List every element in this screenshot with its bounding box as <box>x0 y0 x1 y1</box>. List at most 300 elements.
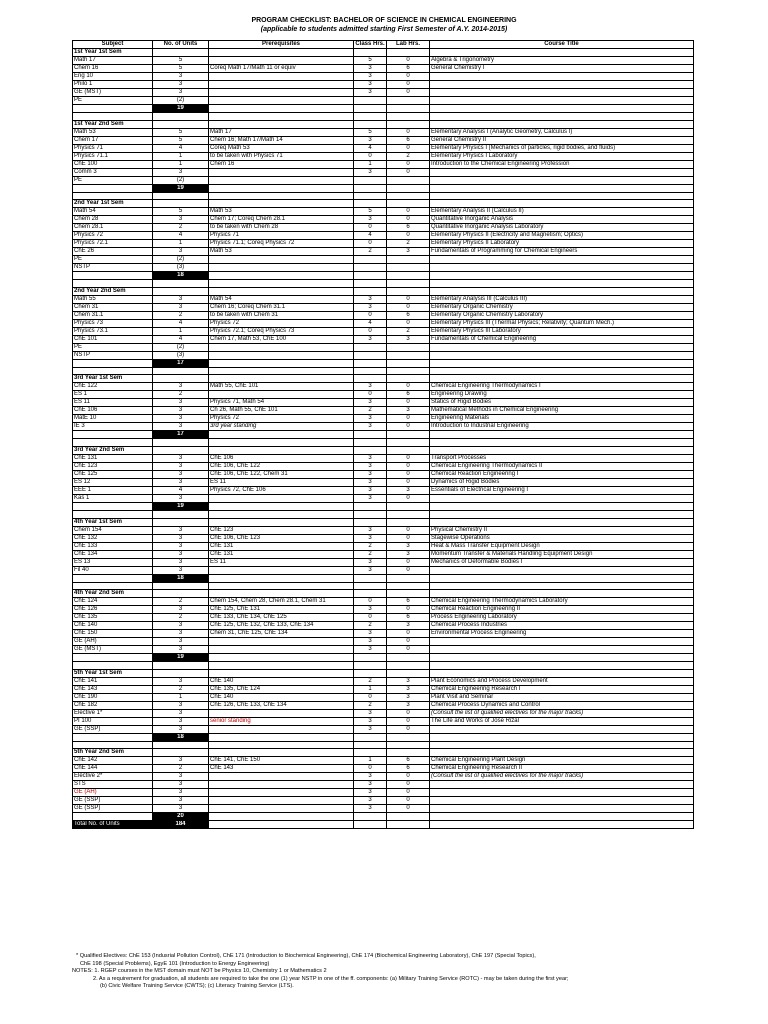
cell-prereq: Physics 72 <box>209 319 354 327</box>
cell-lab-hrs: 0 <box>387 805 430 813</box>
cell-subject: ChE 135 <box>73 614 153 622</box>
table-row <box>73 391 694 399</box>
cell-lab-hrs: 3 <box>387 622 430 630</box>
note-1: NOTES: 1. RGEP courses in the MST domain must NOT be Physics 10, Chemistry 1 or Mathematics 2 <box>72 968 327 975</box>
cell-subject: PE <box>73 343 153 351</box>
empty-cell <box>354 200 387 208</box>
empty-cell <box>153 439 209 447</box>
cell-title: General Chemistry II <box>430 136 694 144</box>
semester-total-units: 18 <box>153 733 209 741</box>
cell-prereq <box>209 709 354 717</box>
cell-title: Chemical Process Industries <box>430 622 694 630</box>
empty-cell <box>354 367 387 375</box>
empty-cell <box>387 359 430 367</box>
cell-prereq: ChE 106, ChE 122 <box>209 462 354 470</box>
empty-cell <box>387 582 430 590</box>
cell-title <box>430 343 694 351</box>
empty-cell <box>209 113 354 121</box>
cell-class-hrs: 4 <box>354 319 387 327</box>
page-title: PROGRAM CHECKLIST: BACHELOR OF SCIENCE IN CHEMICAL ENGINEERING <box>251 17 517 24</box>
cell-lab-hrs: 0 <box>387 160 430 168</box>
cell-subject: ChE 142 <box>73 757 153 765</box>
cell-subject: ChE 126 <box>73 606 153 614</box>
cell-subject: NSTP <box>73 351 153 359</box>
cell-title <box>430 73 694 81</box>
empty-cell <box>387 662 430 670</box>
cell-prereq <box>209 391 354 399</box>
empty-cell <box>387 518 430 526</box>
cell-title: Algebra & Trigonometry <box>430 57 694 65</box>
cell-units: 2 <box>153 391 209 399</box>
cell-prereq: ChE 143 <box>209 765 354 773</box>
empty-cell <box>387 105 430 113</box>
cell-class-hrs: 3 <box>354 89 387 97</box>
cell-lab-hrs: 0 <box>387 454 430 462</box>
table-row <box>73 709 694 717</box>
cell-class-hrs: 0 <box>354 327 387 335</box>
empty-cell <box>153 741 209 749</box>
cell-prereq: to be taken with Chem 31 <box>209 311 354 319</box>
cell-class-hrs: 3 <box>354 454 387 462</box>
empty-cell <box>354 49 387 57</box>
semester-header: 2nd Year 1st Sem <box>73 200 153 208</box>
cell-prereq: ChE 140 <box>209 693 354 701</box>
empty-cell <box>209 662 354 670</box>
empty-cell <box>153 582 209 590</box>
cell-units: 3 <box>153 566 209 574</box>
cell-lab-hrs: 0 <box>387 773 430 781</box>
cell-class-hrs: 3 <box>354 399 387 407</box>
cell-subject: Kas 1 <box>73 494 153 502</box>
semester-total-row <box>73 184 694 192</box>
empty-cell <box>430 375 694 383</box>
cell-prereq: ChE 140 <box>209 677 354 685</box>
empty-cell <box>430 446 694 454</box>
cell-units: 2 <box>153 224 209 232</box>
table-row <box>73 399 694 407</box>
cell-lab-hrs: 0 <box>387 709 430 717</box>
cell-units: 3 <box>153 630 209 638</box>
table-row <box>73 797 694 805</box>
semester-total-row <box>73 654 694 662</box>
cell-class-hrs: 3 <box>354 136 387 144</box>
empty-cell <box>430 120 694 128</box>
cell-prereq <box>209 81 354 89</box>
cell-title: Elementary Organic Chemistry <box>430 303 694 311</box>
table-row <box>73 566 694 574</box>
cell-prereq: ChE 126, ChE 133, ChE 134 <box>209 701 354 709</box>
cell-subject: Chem 16 <box>73 65 153 73</box>
empty-cell <box>73 359 153 367</box>
empty-cell <box>430 518 694 526</box>
empty-cell <box>430 510 694 518</box>
cell-class-hrs: 1 <box>354 757 387 765</box>
cell-lab-hrs: 0 <box>387 526 430 534</box>
semester-total-units: 17 <box>153 359 209 367</box>
empty-cell <box>354 582 387 590</box>
cell-subject: Physics 72.1 <box>73 240 153 248</box>
cell-prereq: ChE 125, ChE 131 <box>209 606 354 614</box>
cell-class-hrs: 3 <box>354 295 387 303</box>
table-row <box>73 224 694 232</box>
cell-lab-hrs: 0 <box>387 128 430 136</box>
spacer-row <box>73 113 694 121</box>
cell-title: Engineering Drawing <box>430 391 694 399</box>
cell-class-hrs: 0 <box>354 765 387 773</box>
cell-subject: Philo 1 <box>73 81 153 89</box>
cell-subject: Chem 28 <box>73 216 153 224</box>
cell-lab-hrs: 6 <box>387 65 430 73</box>
cell-class-hrs: 3 <box>354 781 387 789</box>
empty-cell <box>153 113 209 121</box>
cell-units: 5 <box>153 57 209 65</box>
table-row <box>73 415 694 423</box>
table-row <box>73 351 694 359</box>
semester-total-units: 18 <box>153 574 209 582</box>
cell-class-hrs: 5 <box>354 128 387 136</box>
empty-cell <box>430 733 694 741</box>
cell-units: 3 <box>153 622 209 630</box>
table-row <box>73 248 694 256</box>
cell-title: Chemical Engineering Thermodynamics II <box>430 462 694 470</box>
cell-units: 4 <box>153 144 209 152</box>
semester-header: 5th Year 1st Sem <box>73 669 153 677</box>
cell-units: 2 <box>153 598 209 606</box>
table-row <box>73 343 694 351</box>
cell-units: 3 <box>153 805 209 813</box>
cell-prereq: Physics 72, ChE 106 <box>209 486 354 494</box>
semester-total-row <box>73 272 694 280</box>
cell-subject: GE (SSP) <box>73 797 153 805</box>
empty-cell <box>354 105 387 113</box>
cell-lab-hrs: 0 <box>387 789 430 797</box>
semester-header-row <box>73 120 694 128</box>
cell-prereq <box>209 168 354 176</box>
empty-cell <box>153 375 209 383</box>
cell-lab-hrs: 0 <box>387 383 430 391</box>
cell-title: Engineering Materials <box>430 415 694 423</box>
semester-header: 5th Year 2nd Sem <box>73 749 153 757</box>
cell-title: Elementary Physics I (Mechanics of particles, rigid bodies, and fluids) <box>430 144 694 152</box>
cell-lab-hrs: 6 <box>387 614 430 622</box>
semester-total-row <box>73 431 694 439</box>
cell-prereq <box>209 638 354 646</box>
cell-title: Elementary Analysis II (Calculus II) <box>430 208 694 216</box>
cell-title: Elementary Physics III (Thermal Physics; Relativity; Quantum Mech.) <box>430 319 694 327</box>
table-row <box>73 494 694 502</box>
cell-prereq: 3rd year standing <box>209 423 354 431</box>
cell-prereq: Math 53 <box>209 248 354 256</box>
empty-cell <box>430 749 694 757</box>
cell-lab-hrs: 0 <box>387 89 430 97</box>
cell-title: Statics of Rigid Bodies <box>430 399 694 407</box>
spacer-row <box>73 280 694 288</box>
cell-lab-hrs: 0 <box>387 558 430 566</box>
table-row <box>73 128 694 136</box>
empty-cell <box>354 184 387 192</box>
cell-title <box>430 781 694 789</box>
table-row <box>73 136 694 144</box>
cell-units: (3) <box>153 264 209 272</box>
cell-title: Transport Processes <box>430 454 694 462</box>
cell-class-hrs: 3 <box>354 534 387 542</box>
cell-lab-hrs: 0 <box>387 423 430 431</box>
empty-cell <box>430 662 694 670</box>
empty-cell <box>73 272 153 280</box>
cell-units: (2) <box>153 176 209 184</box>
cell-subject: STS <box>73 781 153 789</box>
semester-header-row <box>73 287 694 295</box>
cell-class-hrs: 0 <box>354 152 387 160</box>
semester-header-row <box>73 49 694 57</box>
cell-subject: ChE 134 <box>73 550 153 558</box>
cell-prereq: Chem 31, ChE 125, ChE 134 <box>209 630 354 638</box>
empty-cell <box>73 280 153 288</box>
cell-units: 3 <box>153 478 209 486</box>
cell-lab-hrs: 3 <box>387 486 430 494</box>
empty-cell <box>430 280 694 288</box>
table-row <box>73 208 694 216</box>
cell-subject: Physics 72 <box>73 232 153 240</box>
empty-cell <box>354 375 387 383</box>
cell-title: Elementary Physics II (Electricity and Magnetism; Optics) <box>430 232 694 240</box>
table-row <box>73 598 694 606</box>
table-row <box>73 160 694 168</box>
empty-cell <box>209 287 354 295</box>
cell-units: 5 <box>153 65 209 73</box>
notes-block <box>72 953 752 991</box>
cell-class-hrs: 3 <box>354 478 387 486</box>
cell-class-hrs: 3 <box>354 462 387 470</box>
table-row <box>73 335 694 343</box>
cell-title: General Chemistry I <box>430 65 694 73</box>
cell-class-hrs: 3 <box>354 423 387 431</box>
semester-total-units: 19 <box>153 105 209 113</box>
cell-class-hrs: 3 <box>354 773 387 781</box>
cell-title <box>430 89 694 97</box>
cell-class-hrs: 2 <box>354 550 387 558</box>
table-row <box>73 606 694 614</box>
table-row <box>73 176 694 184</box>
empty-cell <box>430 272 694 280</box>
cell-prereq: Chem 16; Math 17/Math 14 <box>209 136 354 144</box>
cell-subject: GE (AH) <box>73 638 153 646</box>
empty-cell <box>430 192 694 200</box>
cell-subject: Physics 73 <box>73 319 153 327</box>
cell-subject: Eng 10 <box>73 73 153 81</box>
cell-class-hrs: 1 <box>354 160 387 168</box>
cell-title <box>430 797 694 805</box>
empty-cell <box>430 287 694 295</box>
cell-class-hrs: 3 <box>354 486 387 494</box>
cell-title: Chemical Engineering Research II <box>430 765 694 773</box>
cell-subject: ChE 133 <box>73 542 153 550</box>
cell-lab-hrs: 0 <box>387 303 430 311</box>
cell-lab-hrs: 0 <box>387 462 430 470</box>
table-row <box>73 327 694 335</box>
cell-units: 1 <box>153 240 209 248</box>
empty-cell <box>73 439 153 447</box>
cell-subject: ChE 190 <box>73 693 153 701</box>
cell-class-hrs: 4 <box>354 232 387 240</box>
cell-title <box>430 256 694 264</box>
empty-cell <box>153 518 209 526</box>
table-row <box>73 168 694 176</box>
cell-class-hrs: 3 <box>354 470 387 478</box>
cell-subject: EEE 1 <box>73 486 153 494</box>
cell-prereq: ChE 125, ChE 132, ChE 133, ChE 134 <box>209 622 354 630</box>
cell-class-hrs: 0 <box>354 224 387 232</box>
empty-cell <box>354 431 387 439</box>
semester-header: 4th Year 1st Sem <box>73 518 153 526</box>
cell-lab-hrs: 0 <box>387 319 430 327</box>
empty-cell <box>153 367 209 375</box>
empty-cell <box>430 439 694 447</box>
table-row <box>73 677 694 685</box>
cell-lab-hrs: 0 <box>387 606 430 614</box>
empty-cell <box>387 287 430 295</box>
cell-class-hrs: 0 <box>354 693 387 701</box>
empty-cell <box>209 582 354 590</box>
cell-class-hrs: 3 <box>354 797 387 805</box>
cell-lab-hrs: 0 <box>387 717 430 725</box>
empty-cell <box>387 200 430 208</box>
cell-units: 3 <box>153 383 209 391</box>
cell-class-hrs: 3 <box>354 606 387 614</box>
spacer-row <box>73 192 694 200</box>
cell-class-hrs: 2 <box>354 701 387 709</box>
cell-prereq <box>209 97 354 105</box>
empty-cell <box>209 200 354 208</box>
cell-prereq <box>209 789 354 797</box>
empty-cell <box>73 105 153 113</box>
cell-title: Plant Economics and Process Development <box>430 677 694 685</box>
empty-cell <box>387 821 430 829</box>
cell-prereq <box>209 646 354 654</box>
empty-cell <box>387 733 430 741</box>
cell-lab-hrs <box>387 97 430 105</box>
table-row <box>73 152 694 160</box>
cell-class-hrs: 5 <box>354 57 387 65</box>
table-row <box>73 407 694 415</box>
cell-prereq: Coreq Math 53 <box>209 144 354 152</box>
cell-prereq: ES 11 <box>209 558 354 566</box>
cell-title: Chemical Engineering Research I <box>430 685 694 693</box>
cell-class-hrs: 3 <box>354 805 387 813</box>
semester-total-row <box>73 813 694 821</box>
cell-class-hrs <box>354 176 387 184</box>
empty-cell <box>387 502 430 510</box>
empty-cell <box>430 813 694 821</box>
cell-subject: GE (MST) <box>73 646 153 654</box>
table-row <box>73 383 694 391</box>
cell-subject: Math 17 <box>73 57 153 65</box>
table-row <box>73 478 694 486</box>
cell-subject: ES 12 <box>73 478 153 486</box>
empty-cell <box>430 184 694 192</box>
cell-lab-hrs: 0 <box>387 232 430 240</box>
col-course-title: Course Title <box>430 41 694 49</box>
cell-title: (Consult the list of qualified electives for the major tracks) <box>430 773 694 781</box>
empty-cell <box>73 184 153 192</box>
cell-subject: Elective 2* <box>73 773 153 781</box>
cell-title: Mechanics of Deformable Bodies I <box>430 558 694 566</box>
col-prerequisites: Prerequisites <box>209 41 354 49</box>
empty-cell <box>387 192 430 200</box>
spacer-row <box>73 741 694 749</box>
cell-prereq <box>209 89 354 97</box>
cell-title <box>430 176 694 184</box>
cell-prereq <box>209 343 354 351</box>
cell-subject: ChE 150 <box>73 630 153 638</box>
semester-total-row <box>73 502 694 510</box>
cell-lab-hrs: 0 <box>387 81 430 89</box>
cell-title: Chemical Engineering Thermodynamics I <box>430 383 694 391</box>
cell-subject: IE 3 <box>73 423 153 431</box>
table-row <box>73 534 694 542</box>
empty-cell <box>209 813 354 821</box>
cell-lab-hrs: 0 <box>387 73 430 81</box>
cell-lab-hrs: 3 <box>387 542 430 550</box>
empty-cell <box>430 105 694 113</box>
empty-cell <box>73 192 153 200</box>
cell-subject: ChE 182 <box>73 701 153 709</box>
cell-prereq <box>209 494 354 502</box>
cell-title: (Consult the list of qualified electives for the major tracks) <box>430 709 694 717</box>
empty-cell <box>430 113 694 121</box>
cell-units: 3 <box>153 494 209 502</box>
note-2: 2. As a requirement for graduation, all students are required to take the one (1) year NSTP in one of the ff. components: (a) Military Training Service (ROTC) - may be taken during the first year; <box>93 975 569 982</box>
cell-prereq: Physics 72 <box>209 415 354 423</box>
empty-cell <box>387 446 430 454</box>
table-row <box>73 622 694 630</box>
empty-cell <box>430 582 694 590</box>
cell-class-hrs: 0 <box>354 311 387 319</box>
table-row <box>73 789 694 797</box>
empty-cell <box>73 431 153 439</box>
empty-cell <box>430 590 694 598</box>
cell-prereq: Physics 71 <box>209 232 354 240</box>
cell-units: 3 <box>153 789 209 797</box>
cell-units: 1 <box>153 693 209 701</box>
cell-class-hrs: 3 <box>354 168 387 176</box>
cell-units: 3 <box>153 534 209 542</box>
cell-title: The Life and Works of Jose Rizal <box>430 717 694 725</box>
cell-title: Physical Chemistry II <box>430 526 694 534</box>
empty-cell <box>73 113 153 121</box>
cell-lab-hrs: 0 <box>387 216 430 224</box>
empty-cell <box>209 741 354 749</box>
table-row <box>73 701 694 709</box>
cell-prereq: ChE 133, ChE 134, ChE 125 <box>209 614 354 622</box>
cell-title: Mathematical Methods in Chemical Engineering <box>430 407 694 415</box>
empty-cell <box>209 518 354 526</box>
empty-cell <box>354 272 387 280</box>
empty-cell <box>73 733 153 741</box>
empty-cell <box>430 49 694 57</box>
empty-cell <box>354 502 387 510</box>
cell-subject: Physics 71.1 <box>73 152 153 160</box>
empty-cell <box>387 741 430 749</box>
cell-prereq <box>209 73 354 81</box>
cell-class-hrs: 3 <box>354 415 387 423</box>
empty-cell <box>209 669 354 677</box>
cell-prereq: senior standing <box>209 717 354 725</box>
table-row <box>73 295 694 303</box>
cell-units: 3 <box>153 638 209 646</box>
cell-subject: ChE 141 <box>73 677 153 685</box>
cell-subject: PE <box>73 97 153 105</box>
